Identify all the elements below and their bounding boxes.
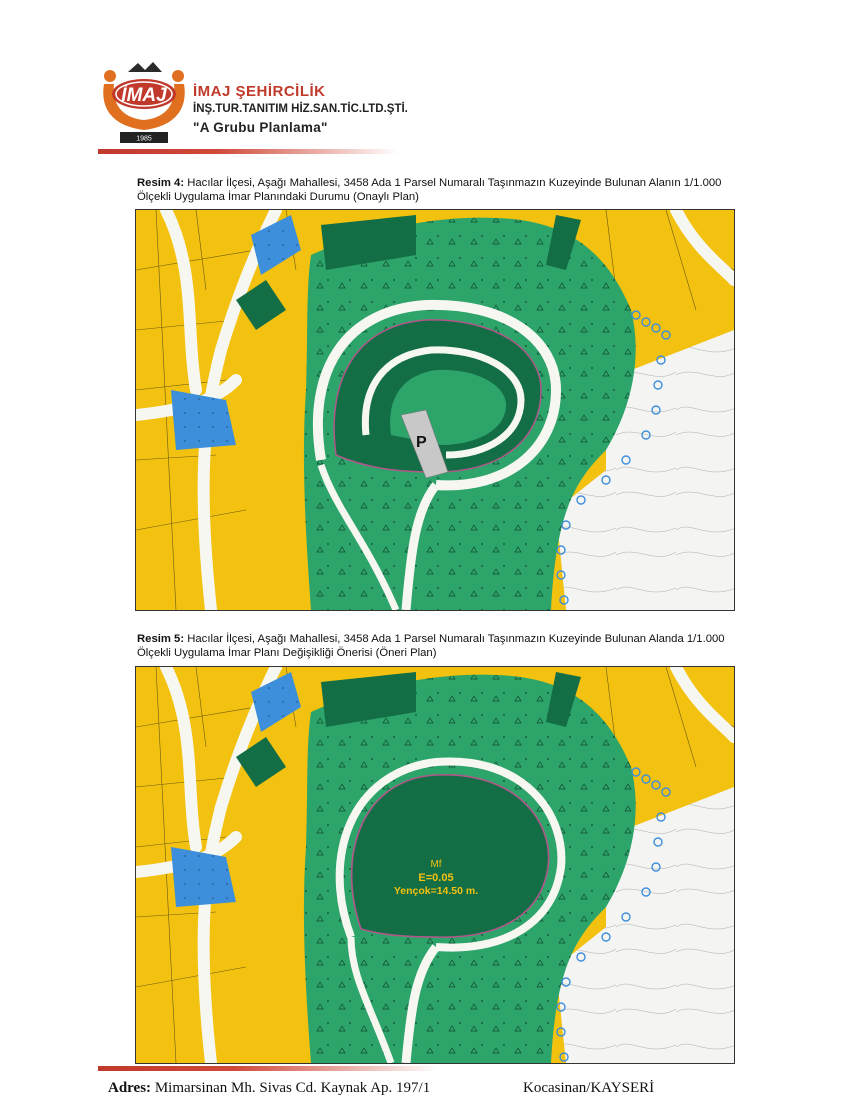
figure-5-plan-map xyxy=(135,666,735,1064)
header-divider xyxy=(98,149,398,154)
logo-badge: 1985 xyxy=(136,135,152,143)
figure-4-label: Resim 4: xyxy=(137,177,185,189)
company-full-name: İNŞ.TUR.TANITIM HİZ.SAN.TİC.LTD.ŞTİ. xyxy=(193,103,408,115)
footer-address xyxy=(108,1080,430,1097)
logo-text: İMAJ xyxy=(121,85,167,106)
figure-4-caption xyxy=(137,176,735,204)
figure-4-plan-map xyxy=(135,209,735,611)
figure-5-label: Resim 5: xyxy=(137,633,185,645)
figure-5-caption-text: Hacılar İlçesi, Aşağı Mahallesi, 3458 Ada 1 Parsel Numaralı Taşınmazın Kuzeyinde Bulunan Alanda 1/1.000 Ölçekli Uygulama İmar Planı Değişikliği Önerisi (Öneri Plan) xyxy=(137,633,725,659)
company-header xyxy=(193,84,408,134)
footer-city: Kocasinan/KAYSERİ xyxy=(523,1080,655,1096)
height-label: Yençok=14.50 m. xyxy=(393,885,479,897)
address-label: Adres: xyxy=(108,1080,152,1096)
company-name: İMAJ ŞEHİRCİLİK xyxy=(193,83,326,100)
footer-divider xyxy=(98,1066,438,1071)
parking-symbol: P xyxy=(416,434,427,451)
company-logo xyxy=(98,60,190,146)
density-label: E=0.05 xyxy=(418,872,454,884)
area-code: Mf xyxy=(430,859,442,870)
figure-5-caption xyxy=(137,632,735,660)
slogan: "A Grubu Planlama" xyxy=(193,119,328,135)
figure-4-caption-text: Hacılar İlçesi, Aşağı Mahallesi, 3458 Ada 1 Parsel Numaralı Taşınmazın Kuzeyinde Bulunan Alanın 1/1.000 Ölçekli Uygulama İmar Planındaki Durumu (Onaylı Plan) xyxy=(137,177,722,203)
address-text: Mimarsinan Mh. Sivas Cd. Kaynak Ap. 197/1 xyxy=(154,1080,431,1096)
